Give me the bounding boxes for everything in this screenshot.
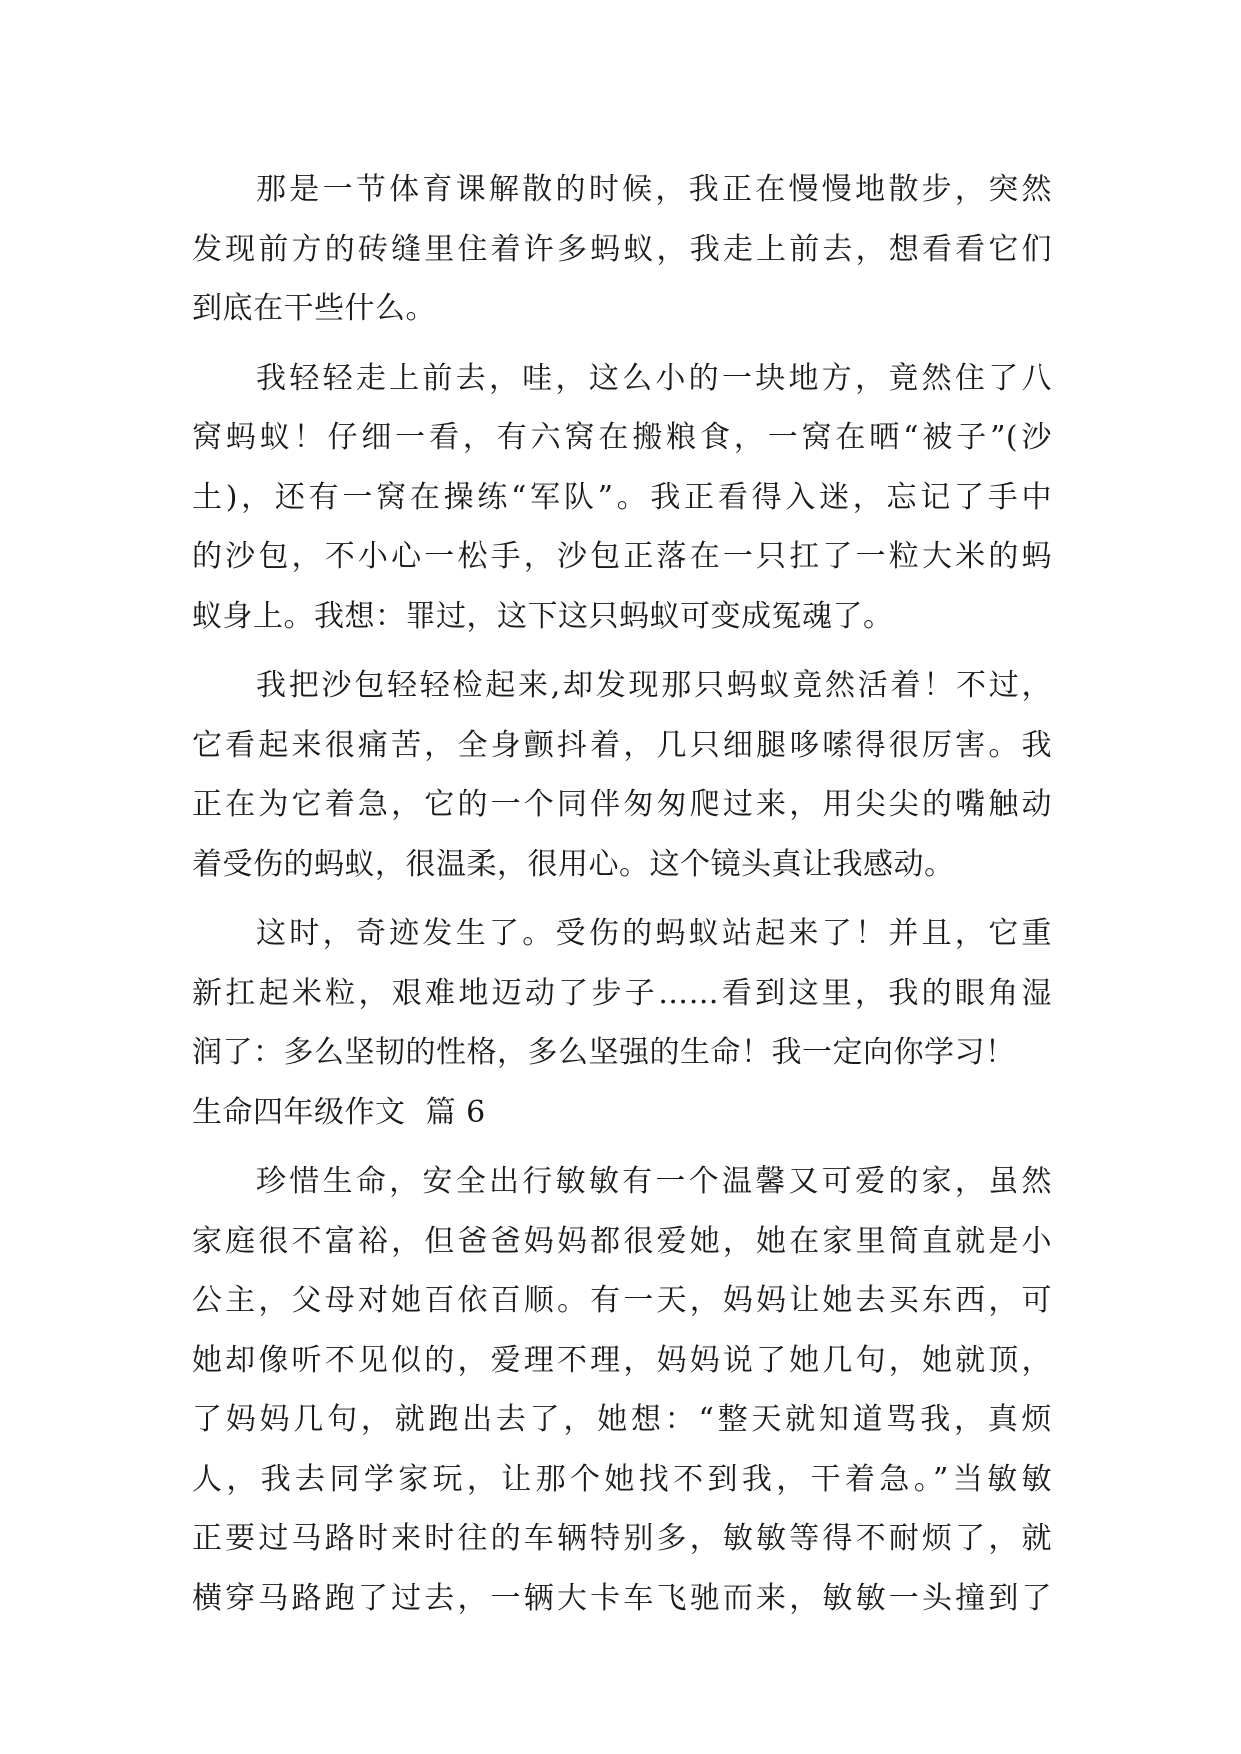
paragraph — [192, 904, 1052, 1083]
text-line: 公主，父母对她百依百顺。有一天，妈妈让她去买东西，可 — [192, 1283, 1052, 1318]
text-line: 到底在干些什么。 — [192, 291, 436, 326]
text-line: 新扛起米粒，艰难地迈动了步子……看到这里，我的眼角湿 — [192, 975, 1052, 1011]
text-line: 正在为它着急，它的一个同伴匆匆爬过来，用尖尖的嘴触动 — [192, 787, 1052, 822]
paragraph — [192, 160, 1052, 339]
paragraph — [192, 656, 1052, 894]
text-line: 着受伤的蚂蚁，很温柔，很用心。这个镜头真让我感动。 — [192, 846, 955, 882]
text-line: 横穿马路跑了过去，一辆大卡车飞驰而来，敏敏一头撞到了 — [192, 1580, 1052, 1616]
text-line: 人，我去同学家玩，让那个她找不到我，干着急。”当敏敏 — [192, 1461, 1052, 1497]
text-line: 家庭很不富裕，但爸爸妈妈都很爱她，她在家里简直就是小 — [192, 1223, 1052, 1259]
paragraph — [192, 349, 1052, 647]
text-line: 我把沙包轻轻检起来,却发现那只蚂蚁竟然活着！不过， — [256, 668, 1052, 703]
text-line: 她却像听不见似的，爱理不理，妈妈说了她几句，她就顶， — [192, 1342, 1052, 1378]
text-line: 正要过马路时来时往的车辆特别多，敏敏等得不耐烦了，就 — [192, 1521, 1052, 1556]
text-line: 润了：多么坚韧的性格，多么坚强的生命！我一定向你学习！ — [192, 1035, 1016, 1070]
text-line: 窝蚂蚁！仔细一看，有六窝在搬粮食，一窝在晒“被子”(沙 — [192, 420, 1052, 455]
document-body — [192, 160, 1052, 1628]
text-line: 珍惜生命，安全出行敏敏有一个温馨又可爱的家，虽然 — [256, 1164, 1052, 1199]
text-line: 这时，奇迹发生了。受伤的蚂蚁站起来了！并且，它重 — [256, 916, 1052, 951]
text-line: 土)，还有一窝在操练“军队”。我正看得入迷，忘记了手中 — [192, 479, 1052, 515]
text-line: 发现前方的砖缝里住着许多蚂蚁，我走上前去，想看看它们 — [192, 231, 1052, 267]
text-line: 蚁身上。我想：罪过，这下这只蚂蚁可变成冤魂了。 — [192, 598, 894, 634]
text-line: 那是一节体育课解散的时候，我正在慢慢地散步，突然 — [256, 172, 1052, 207]
text-line: 它看起来很痛苦，全身颤抖着，几只细腿哆嗦得很厉害。我 — [192, 727, 1052, 763]
text-line: 的沙包，不小心一松手，沙包正落在一只扛了一粒大米的蚂 — [192, 539, 1052, 574]
text-line: 我轻轻走上前去，哇，这么小的一块地方，竟然住了八 — [256, 360, 1052, 396]
text-line: 了妈妈几句，就跑出去了，她想：“整天就知道骂我，真烦 — [192, 1402, 1052, 1437]
section-heading: 生命四年级作文 篇 6 — [192, 1094, 486, 1130]
paragraph — [192, 1152, 1052, 1628]
